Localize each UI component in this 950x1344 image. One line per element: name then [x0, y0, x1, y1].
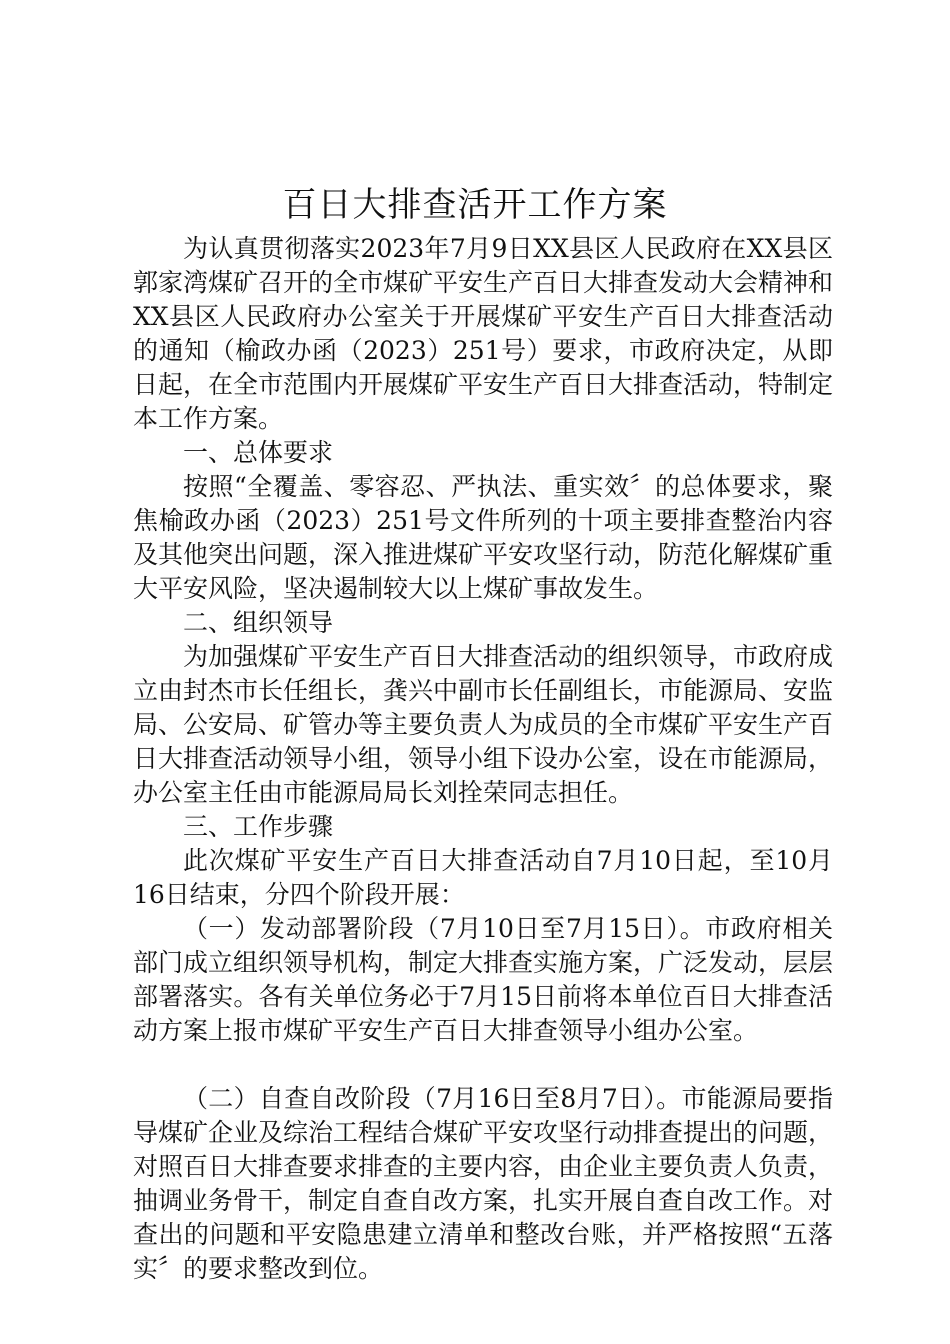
organization-paragraph: 为加强煤矿平安生产百日大排查活动的组织领导，市政府成立由封杰市长任组长，龚兴中副市长任副组长，市能源局、安监局、公安局、矿管办等主要负责人为成员的全市煤矿平安生产百日大排查活动领导小组，领导小组下设办公室，设在市能源局，办公室主任由市能源局局长刘拴荣同志担任。 [133, 642, 834, 807]
general-requirements-paragraph: 按照“全覆盖、零容忍、严执法、重实效〞的总体要求，聚焦榆政办函（2023）251号文件所列的十项主要排查整治内容及其他突出问题，深入推进煤矿平安攻坚行动，防范化解煤矿重大平安风险，坚决遏制较大以上煤矿事故发生。 [133, 472, 834, 603]
document-body [133, 232, 833, 1286]
work-steps-paragraph: 此次煤矿平安生产百日大排查活动自7月10日起，至10月16日结束，分四个阶段开展： [133, 846, 833, 909]
intro-paragraph: 为认真贯彻落实2023年7月9日XX县区人民政府在XX县区郭家湾煤矿召开的全市煤矿平安生产百日大排查发动大会精神和XX县区人民政府办公室关于开展煤矿平安生产百日大排查活动的通知（榆政办函（2023）251号）要求，市政府决定，从即日起，在全市范围内开展煤矿平安生产百日大排查活动，特制定本工作方案。 [133, 234, 834, 433]
section-heading-organization: 二、组织领导 [183, 608, 334, 637]
section-heading-work-steps: 三、工作步骤 [183, 812, 334, 841]
phase-two-paragraph: （二）自查自改阶段（7月16日至8月7日）。市能源局要指导煤矿企业及综治工程结合煤矿平安攻坚行动排查提出的问题，对照百日大排查要求排查的主要内容，由企业主要负责人负责，抽调业务骨干，制定自查自改方案，扎实开展自查自改工作。对查出的问题和平安隐患建立清单和整改台账，并严格按照“五落实〞的要求整改到位。 [133, 1084, 834, 1283]
section-heading-general-requirements: 一、总体要求 [183, 438, 334, 467]
phase-one-paragraph: （一）发动部署阶段（7月10日至7月15日）。市政府相关部门成立组织领导机构，制定大排查实施方案，广泛发动，层层部署落实。各有关单位务必于7月15日前将本单位百日大排查活动方案上报市煤矿平安生产百日大排查领导小组办公室。 [133, 914, 834, 1045]
document-title: 百日大排查活开工作方案 [282, 185, 668, 225]
